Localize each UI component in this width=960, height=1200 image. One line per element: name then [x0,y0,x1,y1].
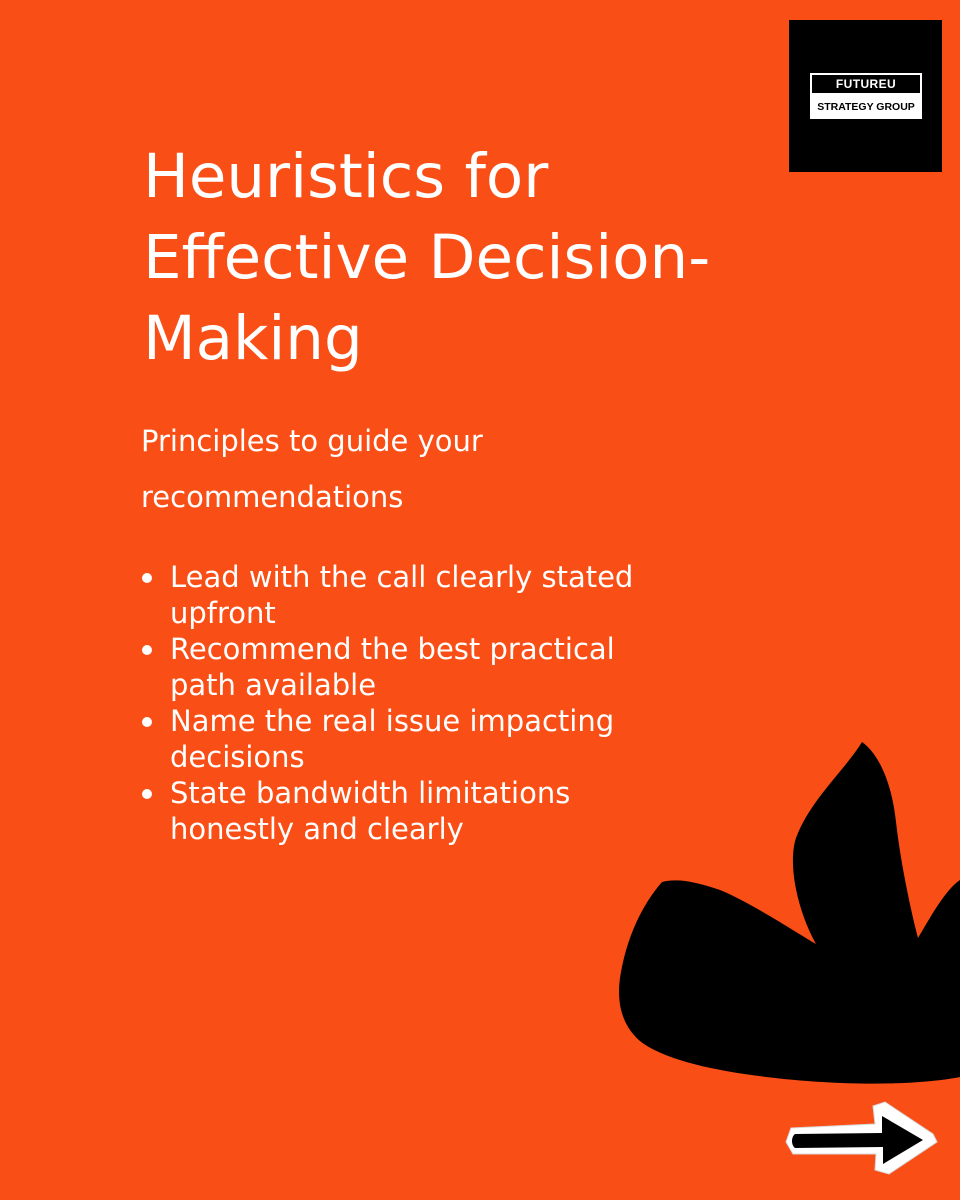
brand-logo [789,20,942,172]
logo-brand-subtitle: STRATEGY GROUP [810,95,922,119]
title-line-2: Effective Decision- [143,222,711,293]
list-item-line-2: upfront [170,596,276,630]
logo-brand-name: FUTUREU [810,73,922,95]
title-line-1: Heuristics for [143,141,549,212]
title-line-3: Making [143,303,363,374]
list-item-line-1: Recommend the best practical [170,632,615,666]
right-arrow-icon[interactable] [783,1098,941,1178]
list-item-line-2: decisions [170,740,305,774]
subtitle [141,413,561,525]
list-item [140,631,720,703]
list-item-line-2: path available [170,668,377,702]
leaf-shape [600,730,960,1090]
list-item-line-1: Name the real issue impacting [170,704,615,738]
list-item-line-1: Lead with the call clearly stated [170,560,634,594]
bullet-dot-icon [142,789,152,799]
list-item-text [170,631,720,703]
subtitle-line-1: Principles to guide your [141,424,483,458]
bullet-dot-icon [142,645,152,655]
subtitle-line-2: recommendations [141,480,404,514]
list-item [140,559,720,631]
page-title [143,136,803,379]
list-item-line-2: honestly and clearly [170,812,464,846]
list-item-text [170,559,720,631]
list-item-line-1: State bandwidth limitations [170,776,571,810]
bullet-dot-icon [142,717,152,727]
bullet-dot-icon [142,573,152,583]
